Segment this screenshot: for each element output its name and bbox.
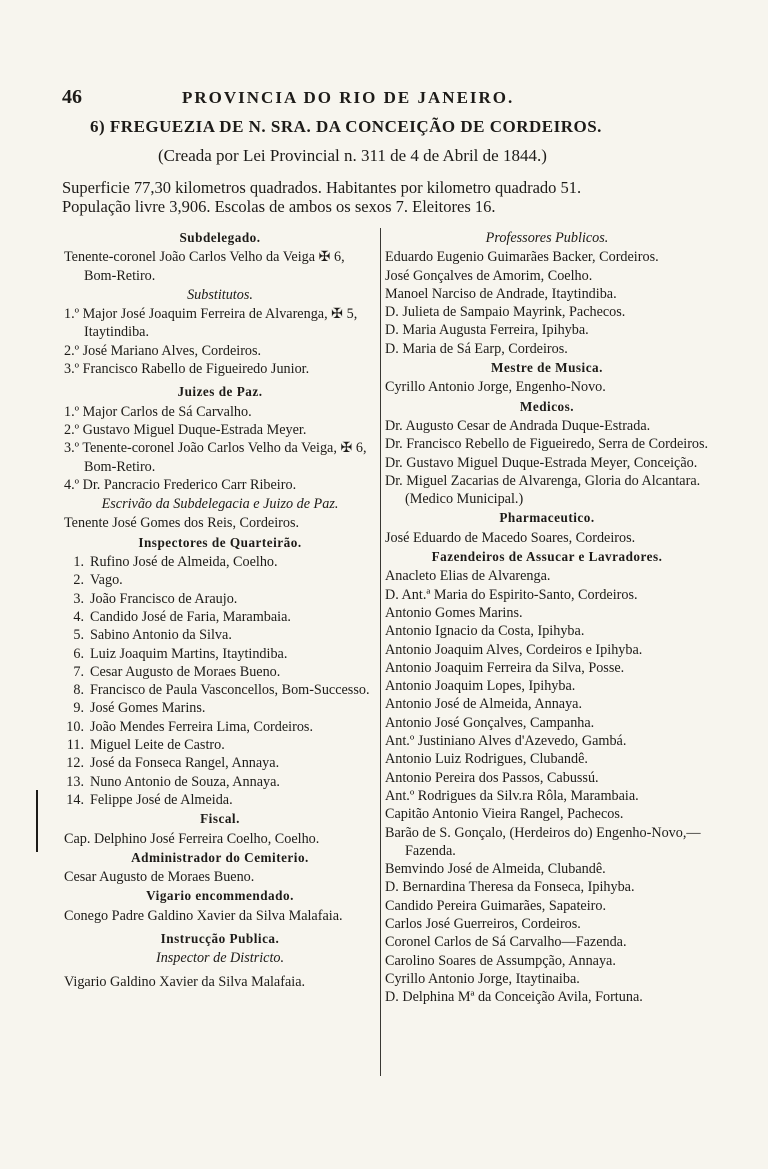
fazendeiro-entry: Antonio Ignacio da Costa, Ipihyba. — [385, 623, 585, 640]
entry-text: Sabino Antonio da Silva. — [90, 627, 232, 644]
heading-fiscal: Fiscal. — [200, 811, 240, 827]
substituto-entry: 2.º José Mariano Alves, Cordeiros. — [64, 342, 262, 359]
professor-entry: Manoel Narciso de Andrade, Itaytindiba. — [385, 285, 617, 302]
left-column — [64, 228, 376, 991]
entry-text: Felippe José de Almeida. — [90, 791, 233, 808]
fazendeiro-entry: Antonio Joaquim Alves, Cordeiros e Ipihyba. — [385, 641, 643, 658]
entry-text: Vago. — [90, 572, 123, 589]
fazendeiro-entry: Cyrillo Antonio Jorge, Itaytinaiba. — [385, 970, 580, 987]
inspector-entry — [64, 608, 376, 626]
fazendeiro-entry: Candido Pereira Guimarães, Sapateiro. — [385, 897, 607, 914]
heading-vigario: Vigario encommendado. — [146, 888, 294, 904]
fazendeiro-entry: Antonio Pereira dos Passos, Cabussú. — [385, 769, 599, 786]
fazendeiros-list — [385, 567, 709, 1006]
entry-text: Nuno Antonio de Souza, Annaya. — [90, 773, 280, 790]
inspector-entry — [64, 754, 376, 772]
entry-number: 2. — [73, 572, 84, 589]
page-number: 46 — [62, 86, 82, 108]
professor-entry: D. Maria de Sá Earp, Cordeiros. — [385, 340, 568, 357]
professor-entry: Eduardo Eugenio Guimarães Backer, Cordeiros. — [385, 249, 659, 266]
fazendeiro-entry: Ant.º Justiniano Alves d'Azevedo, Gambá. — [385, 733, 627, 750]
entry-number: 8. — [73, 682, 84, 699]
entry-text: Rufino José de Almeida, Coelho. — [90, 554, 278, 571]
entry-text: João Mendes Ferreira Lima, Cordeiros. — [90, 718, 313, 735]
column-divider — [380, 228, 381, 1076]
heading-escrivao: Escrivão da Subdelegacia e Juizo de Paz. — [101, 496, 339, 513]
inspector-entry — [64, 699, 376, 717]
juiz-entry: 2.º Gustavo Miguel Duque-Estrada Meyer. — [64, 421, 307, 438]
professor-entry: D. Maria Augusta Ferreira, Ipihyba. — [385, 322, 589, 339]
fazendeiro-entry: Barão de S. Gonçalo, (Herdeiros do) Engenho-Novo,— Fazenda. — [385, 824, 701, 859]
substituto-entry: 3.º Francisco Rabello de Figueiredo Junior. — [64, 361, 310, 378]
heading-juizes: Juizes de Paz. — [177, 384, 263, 400]
heading-substitutos: Substitutos. — [187, 286, 253, 303]
professor-entry: José Gonçalves de Amorim, Coelho. — [385, 267, 593, 284]
fazendeiro-entry: Antonio Joaquim Lopes, Ipihyba. — [385, 678, 576, 695]
entry-number: 13. — [66, 773, 84, 790]
running-title: PROVINCIA DO RIO DE JANEIRO. — [182, 88, 515, 107]
inspector-entry: Vigario Galdino Xavier da Silva Malafaia. — [64, 973, 306, 990]
juiz-entry: 1.º Major Carlos de Sá Carvalho. — [64, 403, 252, 420]
section-intro — [62, 178, 702, 216]
escrivao-entry: Tenente José Gomes dos Reis, Cordeiros. — [64, 515, 300, 532]
entry-text: José da Fonseca Rangel, Annaya. — [90, 755, 280, 772]
entry-text: Miguel Leite de Castro. — [90, 737, 225, 754]
fazendeiro-entry: Capitão Antonio Vieira Rangel, Pachecos. — [385, 806, 624, 823]
substituto-entry: 1.º Major José Joaquim Ferreira de Alvarenga, ✠ 5, Itaytindiba. — [64, 306, 358, 341]
entry-number: 4. — [73, 608, 84, 625]
fazendeiro-entry: Antonio José Gonçalves, Campanha. — [385, 714, 595, 731]
entry-text: José Gomes Marins. — [90, 700, 206, 717]
inspector-entry — [64, 736, 376, 754]
heading-subdelegado: Subdelegado. — [179, 230, 261, 245]
fiscal-entry: Cap. Delphino José Ferreira Coelho, Coelho. — [64, 830, 320, 847]
margin-mark — [36, 790, 38, 852]
musica-entry: Cyrillo Antonio Jorge, Engenho-Novo. — [385, 379, 606, 396]
inspector-entry — [64, 773, 376, 791]
heading-professores: Professores Publicos. — [485, 230, 609, 246]
inspector-entry — [64, 645, 376, 663]
inspector-entry — [64, 626, 376, 644]
vigario-entry: Conego Padre Galdino Xavier da Silva Malafaia. — [64, 907, 343, 924]
heading-inspectores: Inspectores de Quarteirão. — [138, 534, 302, 550]
intro-line: Superficie 77,30 kilometros quadrados. Habitantes por kilometro quadrado 51. — [62, 178, 582, 197]
right-column — [385, 228, 709, 1006]
entry-text: João Francisco de Araujo. — [90, 590, 238, 607]
fazendeiro-entry: Bemvindo José de Almeida, Clubandê. — [385, 861, 606, 878]
entry-number: 6. — [73, 645, 84, 662]
entry-number: 9. — [73, 700, 84, 717]
medico-entry: Dr. Miguel Zacarias de Alvarenga, Gloria do Alcantara. (Medico Municipal.) — [385, 472, 701, 508]
entry-text: Francisco de Paula Vasconcellos, Bom-Successo. — [90, 682, 370, 699]
juiz-entry: 3.º Tenente-coronel João Carlos Velho da Veiga, ✠ 6, Bom-Retiro. — [64, 440, 367, 475]
section-title: 6) FREGUEZIA DE N. SRA. DA CONCEIÇÃO DE CORDEIROS. — [90, 117, 602, 136]
heading-instrucao: Instrucção Publica. — [160, 930, 280, 946]
fazendeiro-entry: D. Delphina Mª da Conceição Avila, Fortuna. — [385, 989, 643, 1006]
medicos-list — [385, 417, 709, 508]
juiz-entry: 4.º Dr. Pancracio Frederico Carr Ribeiro. — [64, 476, 297, 493]
fazendeiro-entry: Antonio Luiz Rodrigues, Clubandê. — [385, 751, 588, 768]
fazendeiro-entry: D. Ant.ª Maria do Espirito-Santo, Cordeiros. — [385, 586, 638, 603]
pharmaceutico-entry: José Eduardo de Macedo Soares, Cordeiros. — [385, 529, 636, 546]
inspectores-list — [64, 553, 376, 809]
medico-entry: Dr. Augusto Cesar de Andrada Duque-Estrada. — [385, 417, 651, 434]
entry-number: 11. — [66, 737, 84, 754]
entry-number: 14. — [66, 791, 84, 808]
heading-musica: Mestre de Musica. — [491, 360, 603, 376]
fazendeiro-entry: Anacleto Elias de Alvarenga. — [385, 568, 551, 585]
heading-pharmaceutico: Pharmaceutico. — [499, 510, 595, 526]
inspector-entry — [64, 590, 376, 608]
inspector-entry — [64, 571, 376, 589]
entry-number: 7. — [73, 663, 84, 680]
medico-entry: Dr. Francisco Rebello de Figueiredo, Serra de Cordeiros. — [385, 436, 709, 453]
heading-inspector-districto: Inspector de Districto. — [155, 950, 285, 967]
medico-entry: Dr. Gustavo Miguel Duque-Estrada Meyer, Conceição. — [385, 454, 698, 471]
entry-text: Cesar Augusto de Moraes Bueno. — [90, 663, 281, 680]
fazendeiro-entry: Antonio José de Almeida, Annaya. — [385, 696, 583, 713]
inspector-entry — [64, 718, 376, 736]
inspector-entry — [64, 553, 376, 571]
fazendeiro-entry: Antonio Gomes Marins. — [385, 604, 523, 621]
entry-text: Luiz Joaquim Martins, Itaytindiba. — [90, 645, 288, 662]
inspector-entry — [64, 791, 376, 809]
entry-number: 3. — [73, 590, 84, 607]
entry-number: 5. — [73, 627, 84, 644]
inspector-entry — [64, 681, 376, 699]
fazendeiro-entry: Ant.º Rodrigues da Silv.ra Rôla, Marambaia. — [385, 787, 639, 804]
entry-number: 12. — [66, 755, 84, 772]
section-creation-note: (Creada por Lei Provincial n. 311 de 4 de Abril de 1844.) — [158, 146, 547, 165]
fazendeiro-entry: D. Bernardina Theresa da Fonseca, Ipihyba. — [385, 879, 635, 896]
fazendeiro-entry: Antonio Joaquim Ferreira da Silva, Posse. — [385, 659, 625, 676]
fazendeiro-entry: Carolino Soares de Assumpção, Annaya. — [385, 952, 616, 969]
professores-list — [385, 248, 709, 358]
cemiterio-entry: Cesar Augusto de Moraes Bueno. — [64, 869, 255, 886]
fazendeiro-entry: Carlos José Guerreiros, Cordeiros. — [385, 915, 581, 932]
inspector-entry — [64, 663, 376, 681]
intro-line: População livre 3,906. Escolas de ambos os sexos 7. Eleitores 16. — [62, 197, 496, 216]
entry-number: 1. — [73, 554, 84, 571]
entry-number: 10. — [66, 718, 84, 735]
professor-entry: D. Julieta de Sampaio Mayrink, Pachecos. — [385, 304, 626, 321]
fazendeiro-entry: Coronel Carlos de Sá Carvalho—Fazenda. — [385, 934, 627, 951]
entry-text: Candido José de Faria, Marambaia. — [90, 608, 291, 625]
heading-cemiterio: Administrador do Cemiterio. — [131, 849, 309, 865]
subdelegado-entry: Tenente-coronel João Carlos Velho da Veiga ✠ 6, Bom-Retiro. — [64, 249, 345, 284]
page-header — [62, 86, 708, 110]
heading-medicos: Medicos. — [519, 398, 575, 414]
heading-fazendeiros: Fazendeiros de Assucar e Lavradores. — [431, 549, 663, 565]
